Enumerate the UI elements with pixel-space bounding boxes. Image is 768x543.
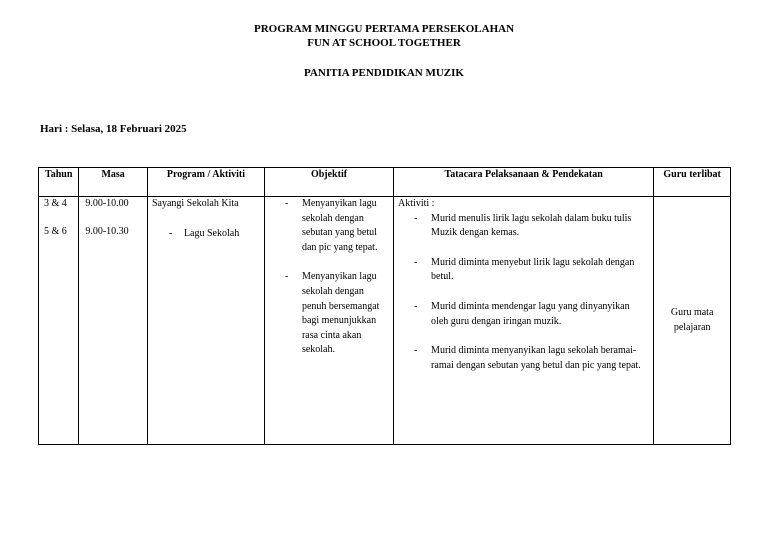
document-subtitle: FUN AT SCHOOL TOGETHER (307, 37, 461, 49)
cell-masa (79, 197, 148, 445)
header-program: Program / Aktiviti (147, 168, 264, 197)
list-item (398, 212, 653, 241)
header-guru: Guru terlibat (654, 168, 731, 197)
cell-guru (654, 197, 731, 445)
program-sub-item (152, 227, 264, 242)
tatacara-text: Murid menulis lirik lagu sekolah dalam buku tulis Muzik dengan kemas. (431, 212, 632, 239)
list-item (265, 197, 393, 255)
header-tahun: Tahun (39, 168, 79, 197)
dash-bullet: - (284, 271, 289, 283)
objektif-text: Menyanyikan lagu sekolah dengan penuh bersemangat bagi menunjukkan rasa cinta akan sekolah. (301, 271, 380, 356)
tatacara-list (398, 212, 653, 374)
list-item (398, 256, 653, 285)
table-row (39, 197, 731, 445)
dash-bullet: - (414, 212, 418, 224)
list-item (398, 300, 653, 329)
dash-bullet: - (414, 345, 418, 357)
tahun-value: 3 & 4 (44, 198, 67, 209)
tahun-value: 5 & 6 (44, 225, 67, 237)
masa-value: 9.00-10.30 (85, 225, 129, 237)
tatacara-text: Murid diminta mendengar lagu yang dinyanyikan oleh guru dengan iringan muzik. (431, 300, 630, 327)
objektif-text: Menyanyikan lagu sekolah dengan sebutan yang betul dan pic yang tepat. (301, 198, 378, 253)
header-tatacara: Tatacara Pelaksanaan & Pendekatan (394, 168, 654, 197)
cell-tahun (39, 197, 79, 445)
program-sub-text: Lagu Sekolah (183, 227, 240, 239)
table-header-row (39, 168, 731, 197)
day-label: Hari : Selasa, 18 Februari 2025 (40, 123, 187, 135)
program-title: Sayangi Sekolah Kita (151, 198, 239, 209)
cell-program (147, 197, 264, 445)
guru-value: Guru mata pelajaran (670, 306, 714, 333)
dash-bullet: - (414, 300, 418, 312)
committee-heading: PANITIA PENDIDIKAN MUZIK (304, 67, 464, 79)
objektif-list (265, 197, 393, 358)
cell-tatacara (394, 197, 654, 445)
header-masa: Masa (79, 168, 148, 197)
document-title: PROGRAM MINGGU PERTAMA PERSEKOLAHAN (253, 23, 515, 35)
tatacara-text: Murid diminta menyanyikan lagu sekolah beramai-ramai dengan sebutan yang betul dan pic yang tepat. (431, 345, 641, 371)
list-item (398, 344, 653, 373)
dash-bullet: - (168, 227, 173, 239)
list-item (265, 270, 393, 358)
dash-bullet: - (414, 256, 418, 268)
dash-bullet: - (284, 198, 289, 209)
tatacara-text: Murid diminta menyebut lirik lagu sekolah dengan betul. (431, 256, 635, 283)
tatacara-intro: Aktiviti : (398, 198, 435, 209)
header-objektif: Objektif (264, 168, 393, 197)
cell-objektif (264, 197, 393, 445)
program-table (38, 167, 731, 445)
masa-value: 9.00-10.00 (85, 198, 129, 209)
